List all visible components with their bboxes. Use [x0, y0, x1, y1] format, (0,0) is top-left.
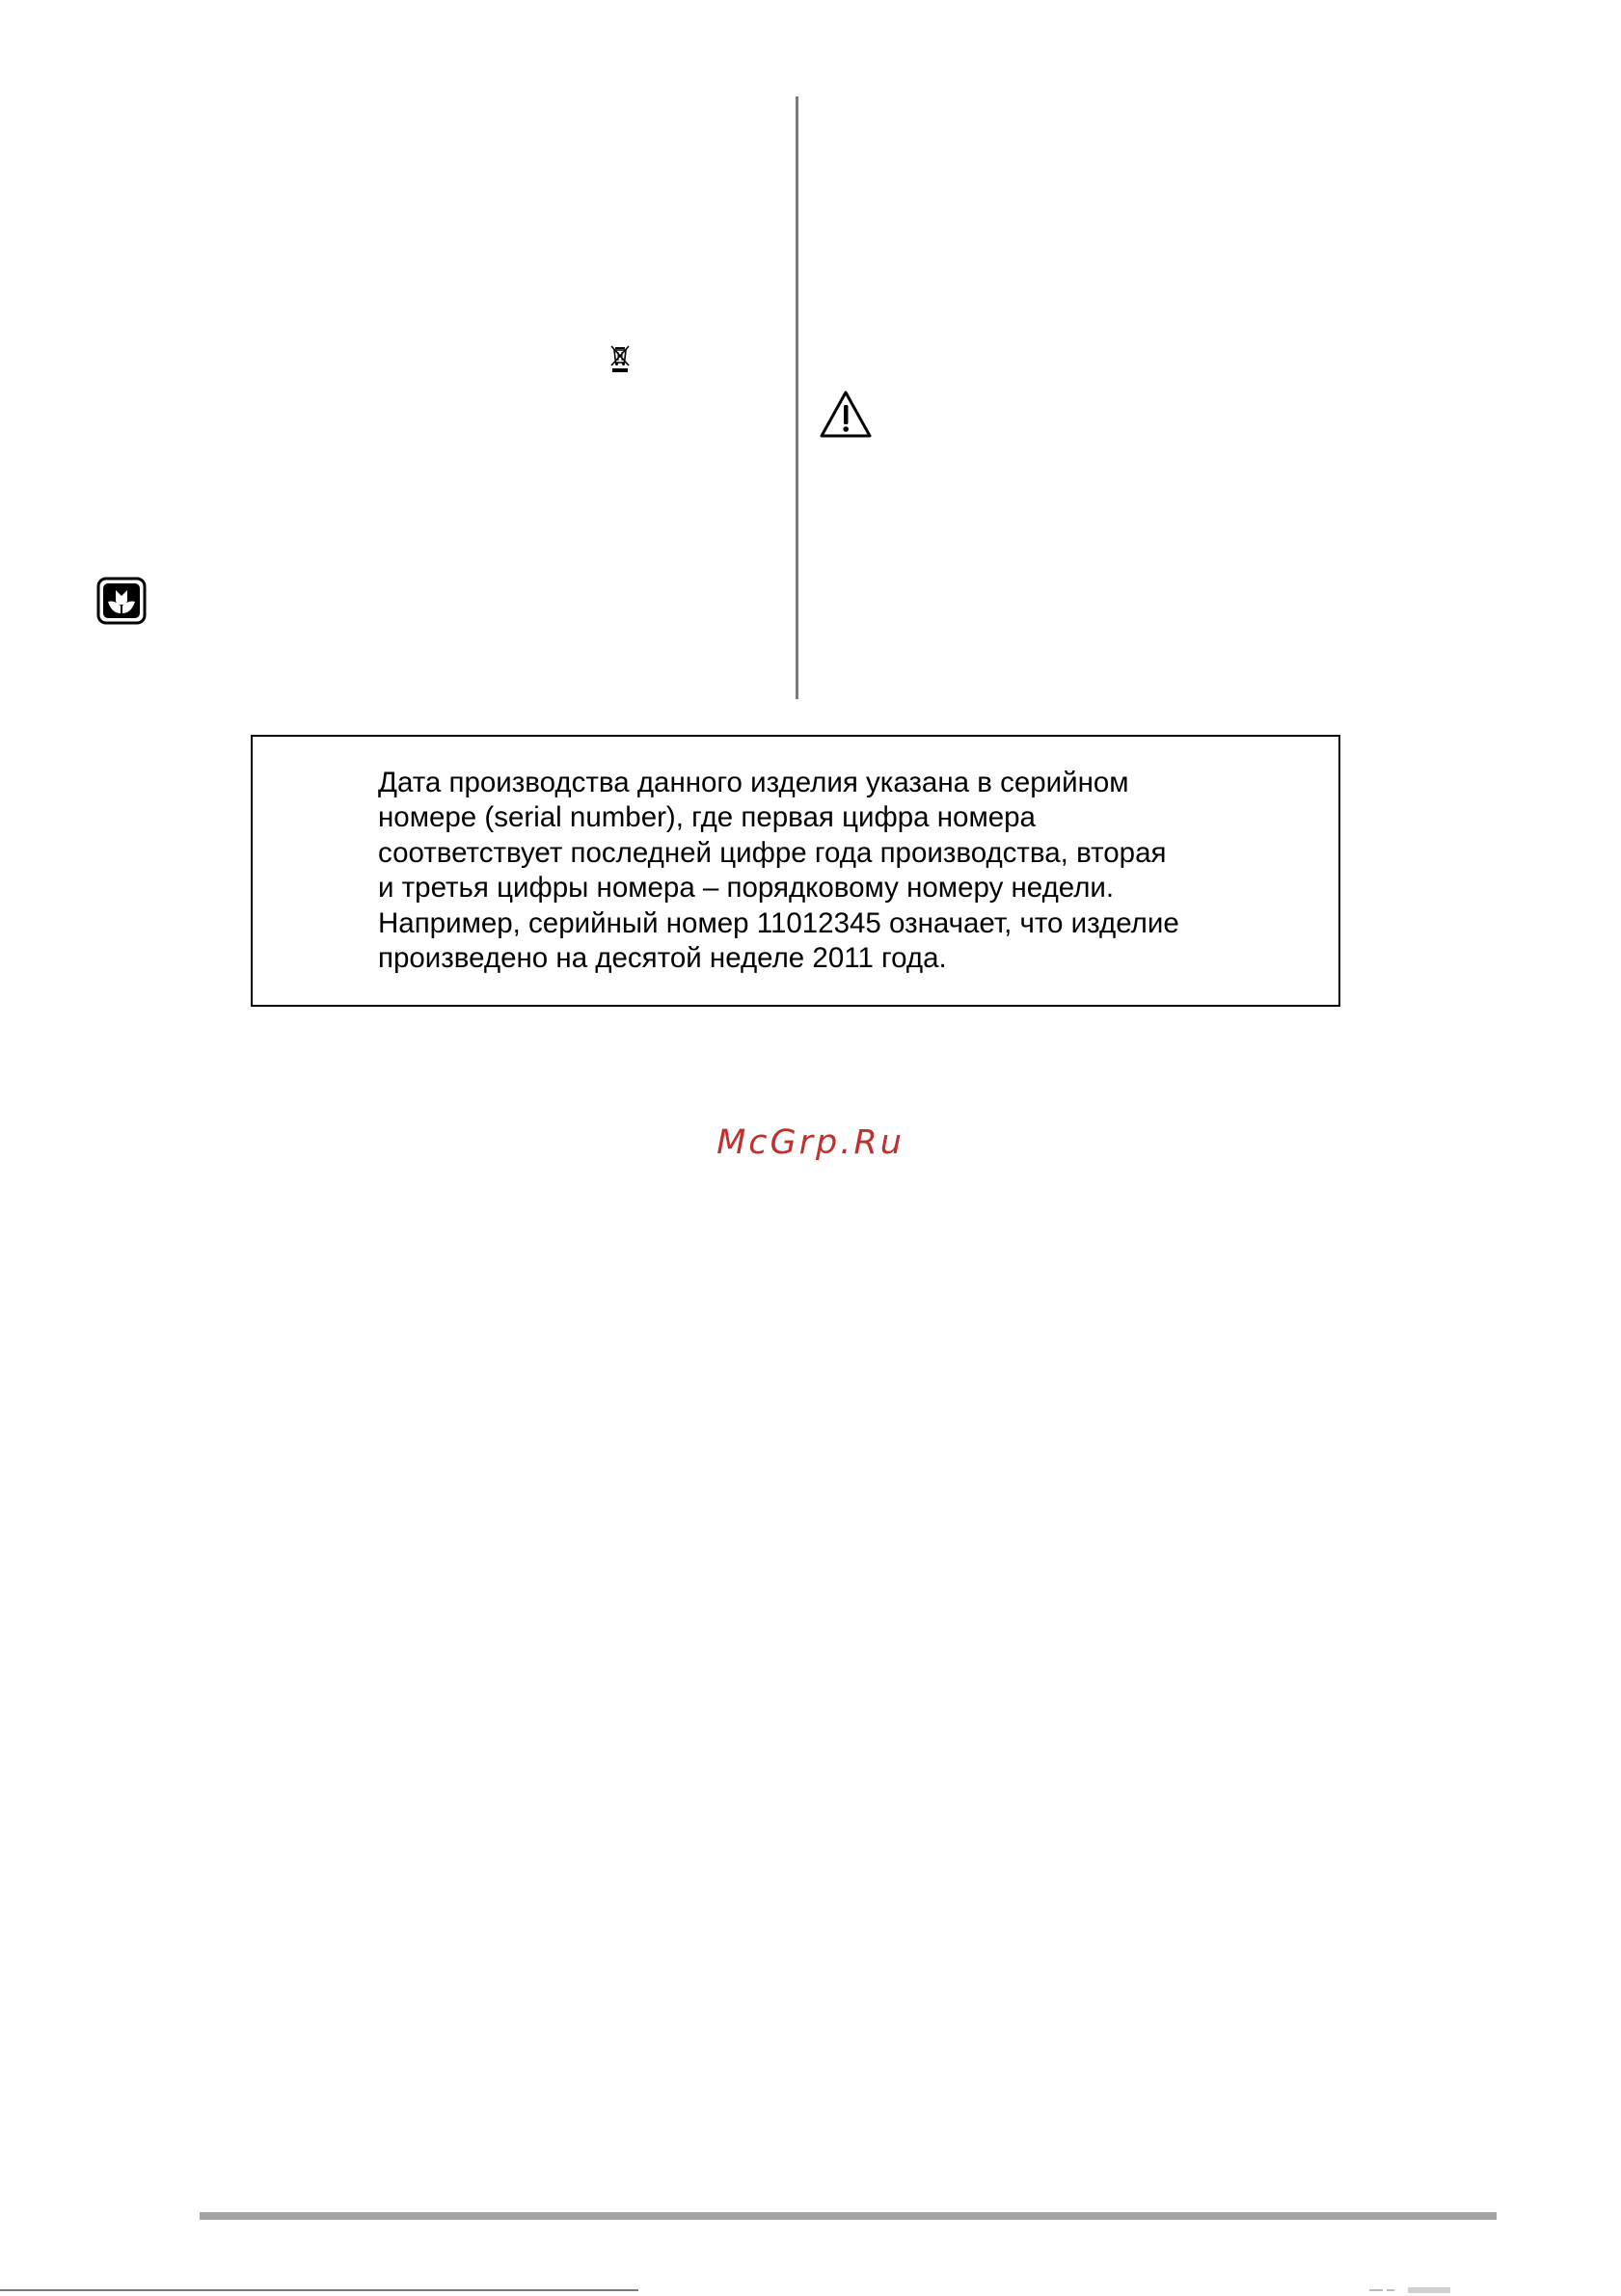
flower-icon: [96, 577, 147, 625]
notice-line: соответствует последней цифре года производства, вторая: [378, 836, 1167, 869]
notice-line: и третья цифры номера – порядковому номеру недели.: [378, 872, 1115, 905]
notice-line: номере (serial number), где первая цифра номера: [378, 801, 1036, 834]
footer-rule: [200, 2212, 1497, 2220]
bottom-edge-rule: [0, 2289, 638, 2291]
notice-paragraph: [378, 766, 1304, 976]
crossed-out-wheelie-bin-icon: [609, 344, 631, 373]
warning-triangle-icon: [819, 390, 873, 440]
notice-line: Дата производства данного изделия указана в серийном: [378, 767, 1129, 798]
column-divider: [796, 96, 798, 699]
manufacturing-date-notice: [251, 735, 1340, 1007]
watermark: McGrp.Ru: [716, 1123, 905, 1162]
notice-line: Например, серийный номер 11012345 означает, что изделие: [378, 906, 1179, 939]
printer-marks: [1369, 2287, 1466, 2293]
notice-line: произведено на десятой неделе 2011 года.: [378, 942, 947, 975]
